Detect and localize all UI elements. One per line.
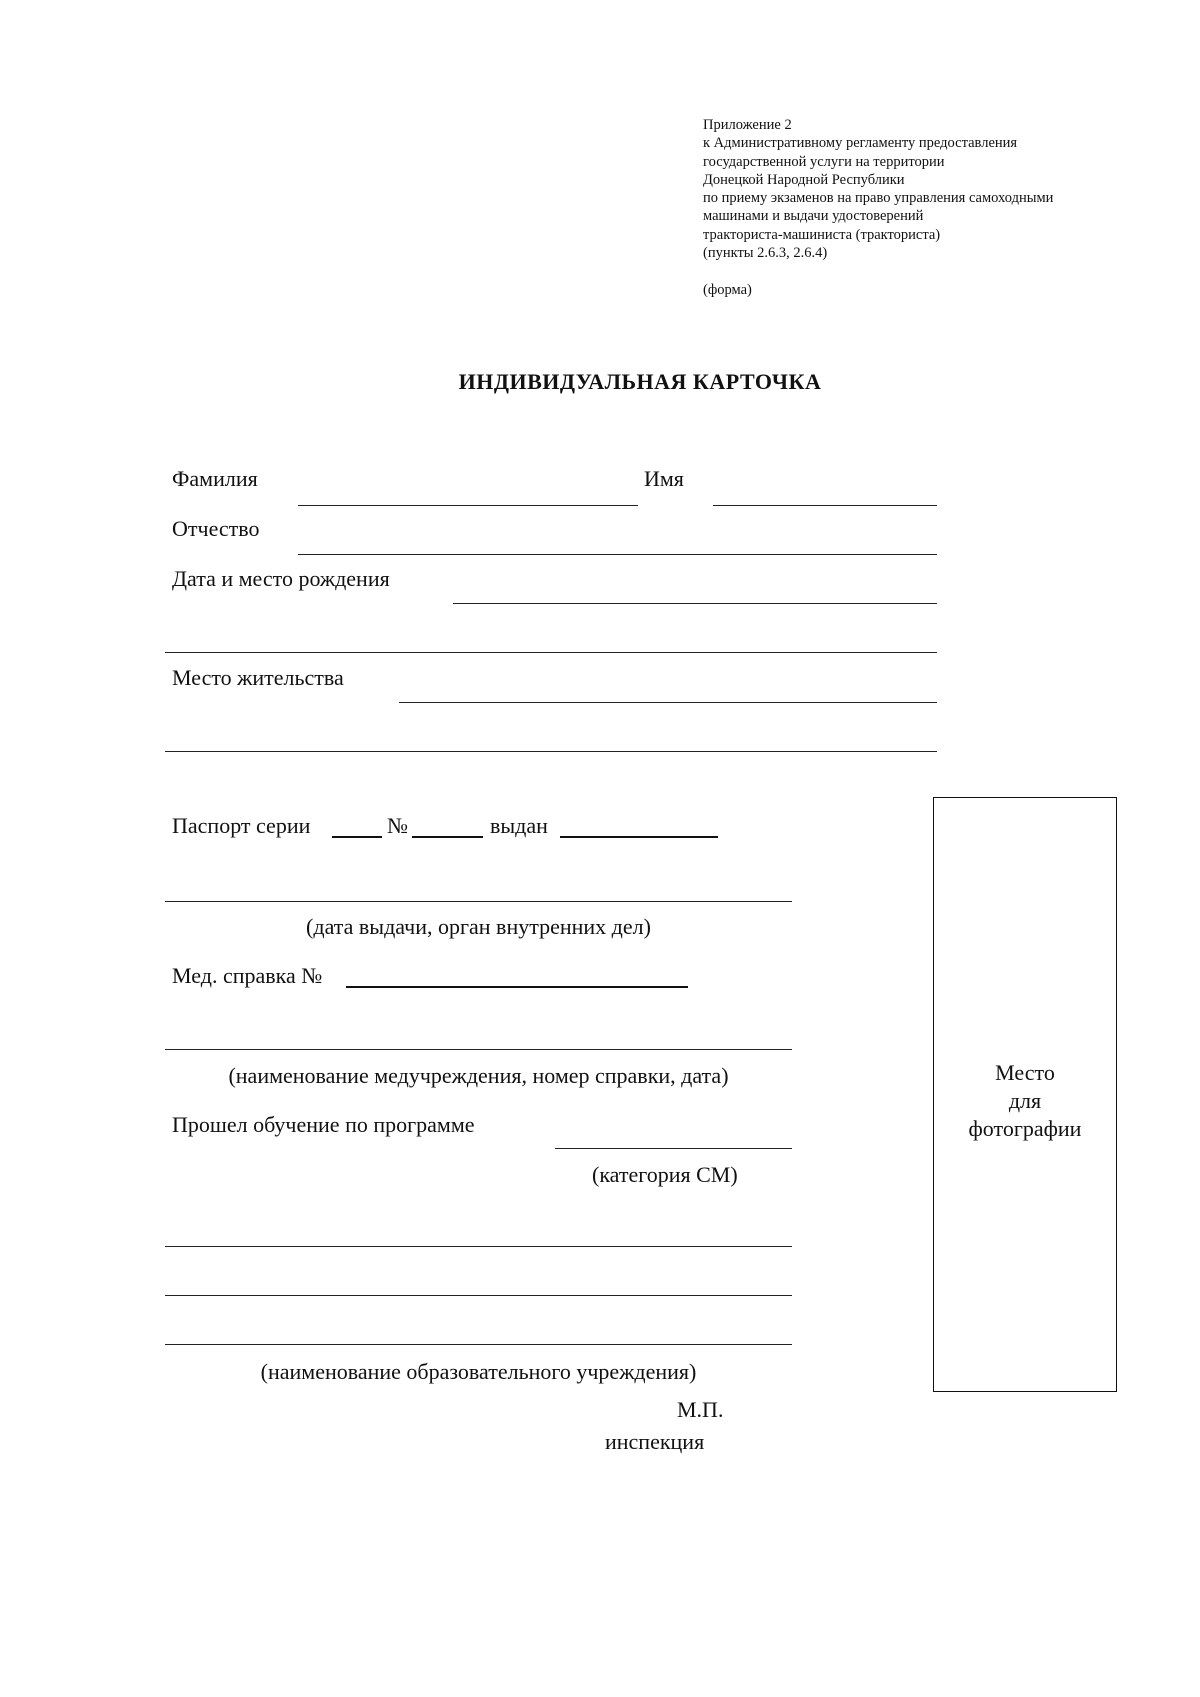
birth-field-line-2[interactable]: [165, 652, 937, 653]
photo-caption-line: для: [1008, 1088, 1042, 1113]
passport-caption: (дата выдачи, орган внутренних дел): [306, 914, 651, 939]
training-label: Прошел обучение по программе: [172, 1112, 475, 1137]
residence-field-line[interactable]: [399, 702, 937, 703]
residence-field-line-2[interactable]: [165, 751, 937, 752]
photo-caption: [933, 1059, 1117, 1143]
med-cert-label: Мед. справка №: [172, 963, 323, 988]
passport-series-field[interactable]: [332, 836, 382, 838]
appendix-line: государственной услуги на территории: [703, 153, 945, 170]
photo-caption-line: Место: [995, 1060, 1055, 1085]
appendix-line: тракториста-машиниста (тракториста): [703, 226, 941, 243]
name-label: Имя: [644, 466, 684, 491]
inspection-label: инспекция: [605, 1429, 705, 1454]
passport-details-line[interactable]: [165, 901, 792, 902]
appendix-line: к Административному регламенту предоставления: [703, 135, 1018, 152]
institution-line-1[interactable]: [165, 1246, 792, 1247]
form-note: (форма): [703, 282, 752, 298]
patronymic-field-line[interactable]: [298, 554, 937, 555]
institution-caption: (наименование образовательного учреждения): [260, 1359, 697, 1384]
appendix-line: по приему экзаменов на право управления самоходными: [703, 190, 1054, 207]
appendix-line: Приложение 2: [703, 117, 792, 133]
passport-series-label: Паспорт серии: [172, 813, 311, 838]
passport-issued-field[interactable]: [560, 836, 718, 838]
surname-field-line[interactable]: [298, 505, 638, 506]
institution-line-3[interactable]: [165, 1344, 792, 1345]
appendix-line: (пункты 2.6.3, 2.6.4): [703, 245, 828, 262]
residence-label: Место жительства: [172, 665, 344, 690]
document-title: ИНДИВИДУАЛЬНАЯ КАРТОЧКА: [458, 369, 822, 394]
appendix-line: машинами и выдачи удостоверений: [703, 208, 924, 225]
category-caption: (категория СМ): [592, 1162, 738, 1187]
birth-field-line[interactable]: [453, 603, 937, 604]
appendix-line: Донецкой Народной Республики: [703, 171, 905, 188]
surname-label: Фамилия: [172, 466, 258, 491]
institution-line-2[interactable]: [165, 1295, 792, 1296]
passport-number-label: №: [387, 813, 408, 838]
passport-issued-label: выдан: [490, 813, 548, 838]
category-field-line[interactable]: [555, 1148, 792, 1149]
appendix-note: [703, 116, 1053, 262]
patronymic-label: Отчество: [172, 516, 260, 541]
name-field-line[interactable]: [713, 505, 937, 506]
photo-caption-line: фотографии: [968, 1116, 1082, 1141]
med-details-line[interactable]: [165, 1049, 792, 1050]
passport-number-field[interactable]: [412, 836, 483, 838]
birth-label: Дата и место рождения: [172, 566, 390, 591]
stamp-label: М.П.: [677, 1397, 724, 1422]
med-cert-number-field[interactable]: [346, 986, 688, 988]
med-caption: (наименование медучреждения, номер справки, дата): [228, 1063, 729, 1088]
